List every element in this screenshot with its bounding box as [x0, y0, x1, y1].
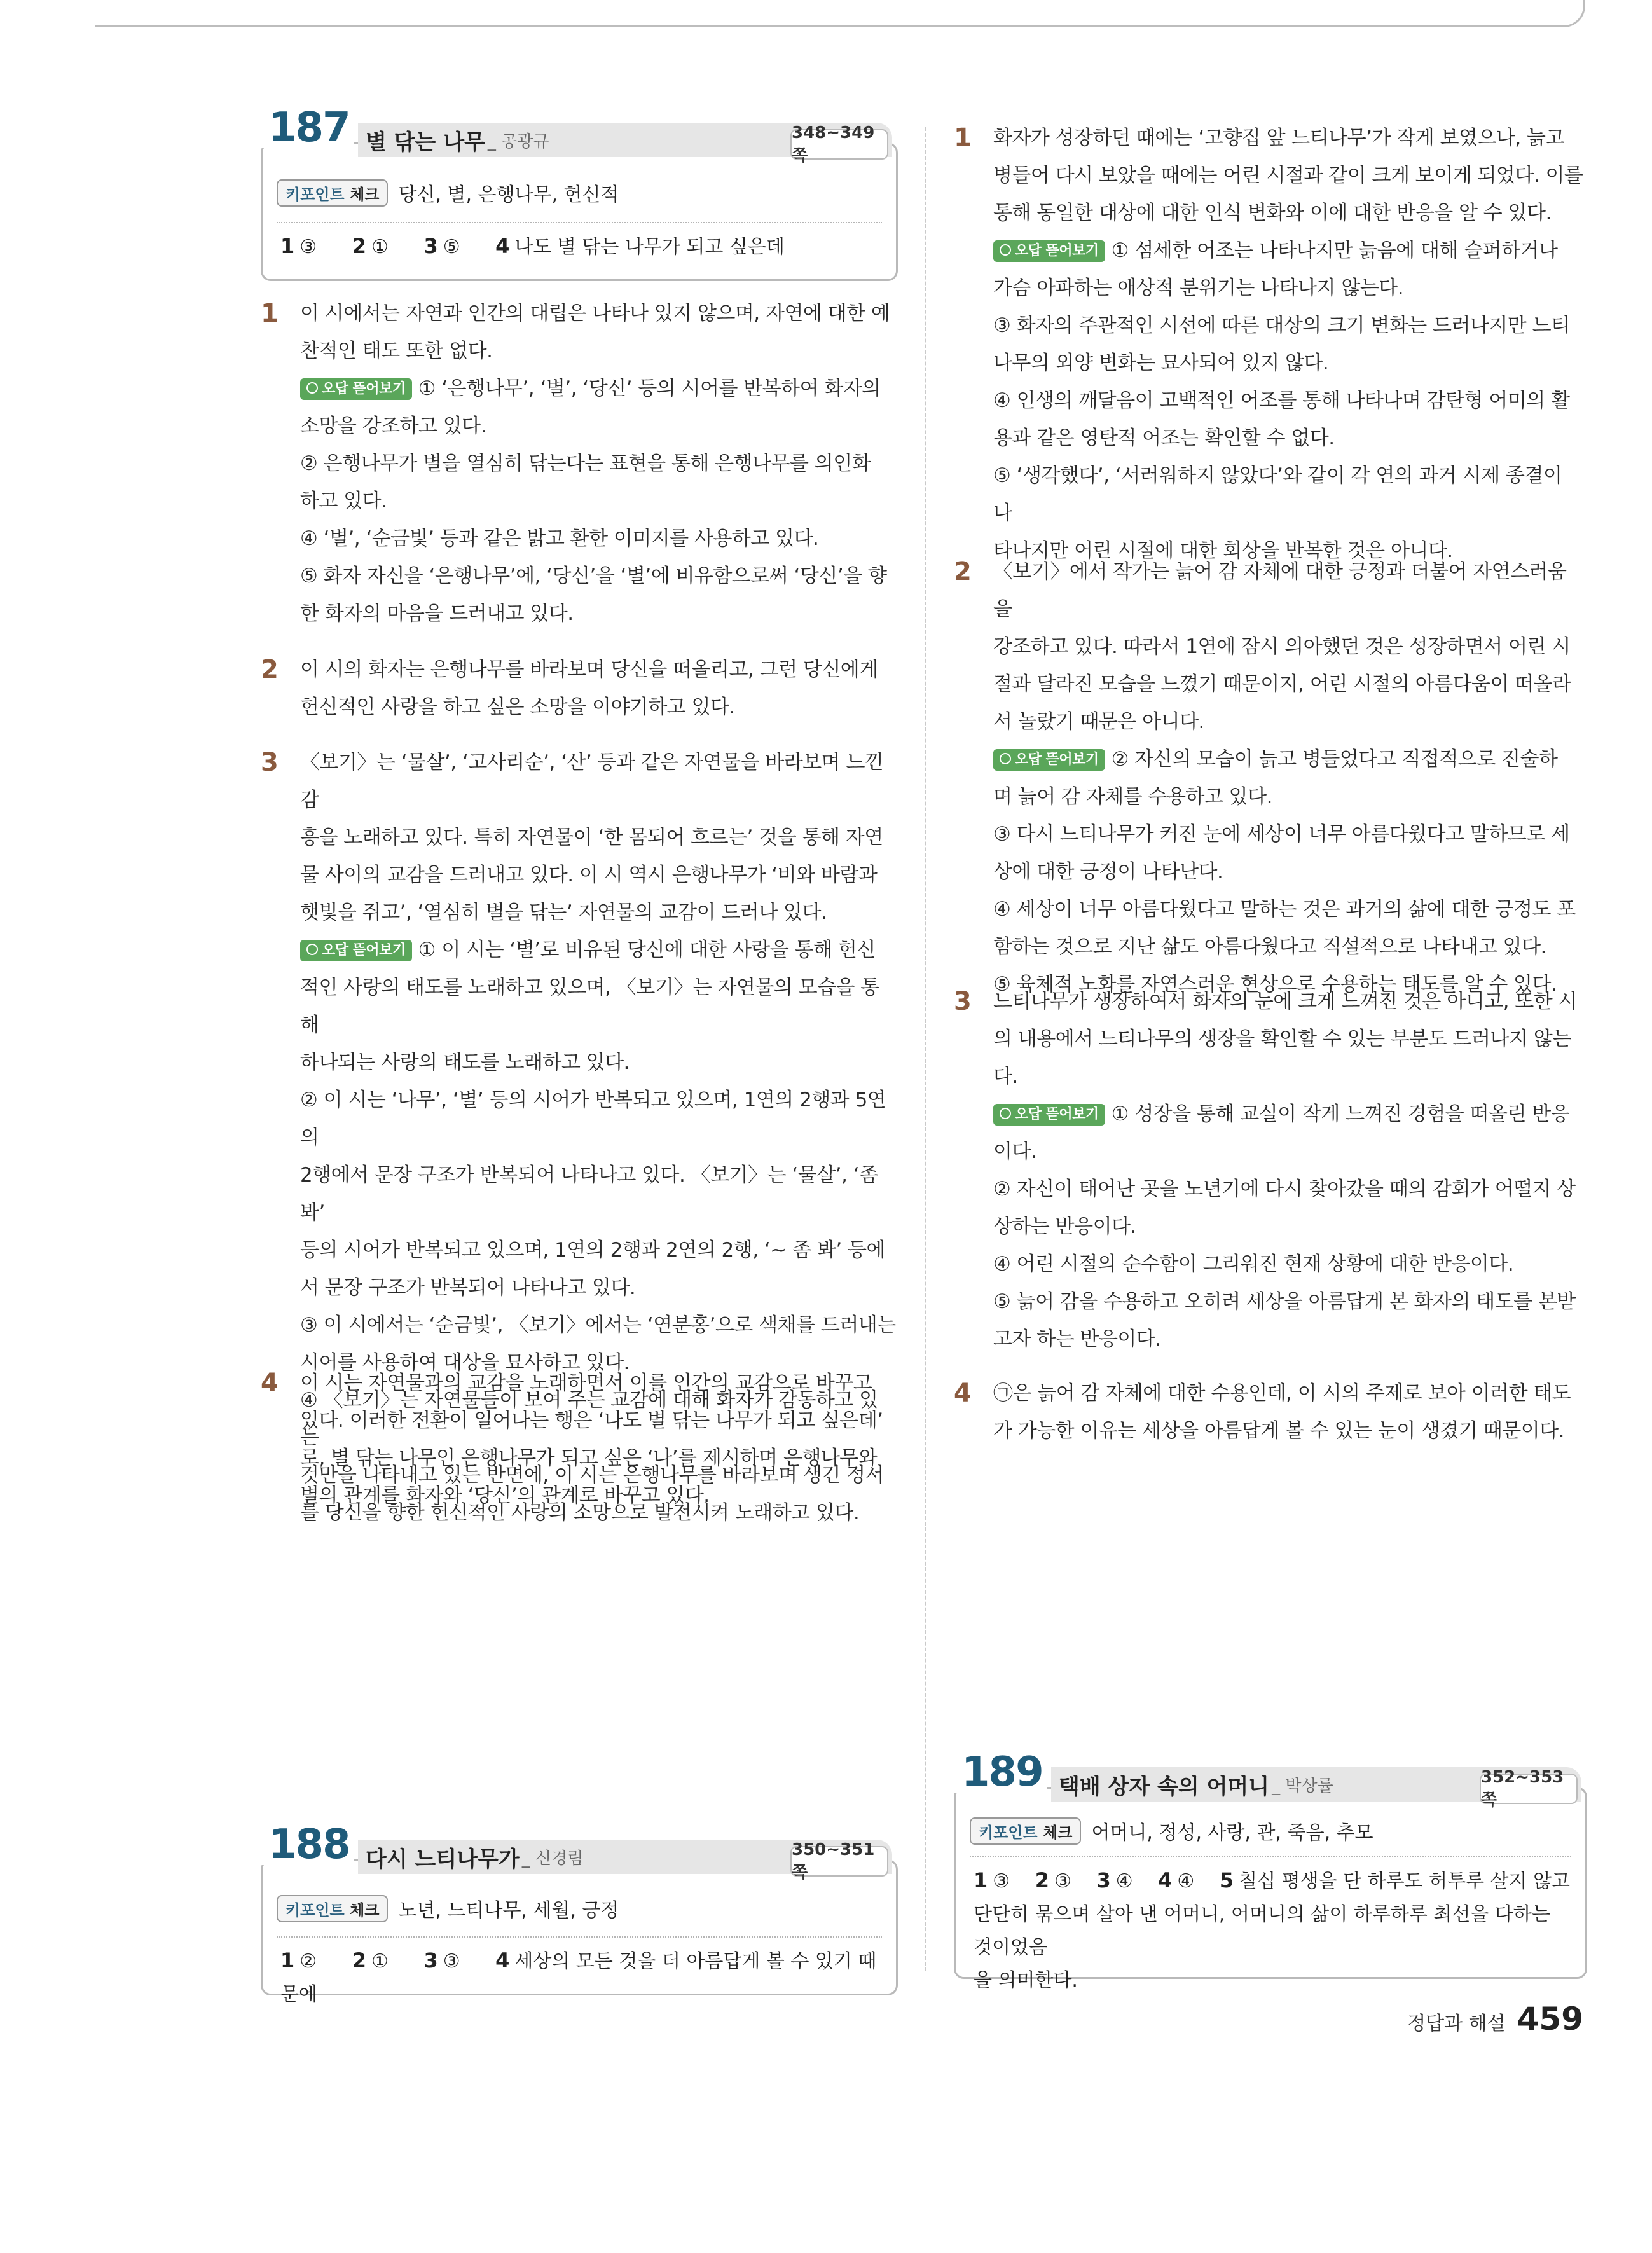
text-line: ③ 다시 느티나무가 커진 눈에 세상이 너무 아름다웠다고 말하므로 세	[993, 823, 1570, 846]
explanation-text	[993, 983, 1583, 1358]
keypoint-row	[970, 1817, 1373, 1845]
text-line: ⑤ 육체적 노화를 자연스러운 현상으로 수용하는 태도를 알 수 있다.	[993, 973, 1557, 996]
answer-row: 1 ② 2 ① 3 ③ 4 세상의 모든 것을 더 아름답게 볼 수 있기 때문에	[280, 1948, 877, 2006]
text-line: 이 시는 자연물과의 교감을 노래하면서 이를 인간의 교감으로 바꾸고	[300, 1372, 872, 1395]
text-line: ④ 어린 시절의 순수함이 그리워진 현재 상황에 대한 반응이다.	[993, 1253, 1514, 1276]
poem-number: 188	[261, 1824, 354, 1865]
keypoint-row	[277, 179, 619, 207]
text-line: ④ 인생의 깨달음이 고백적인 어조를 통해 나타나며 감탄형 어미의 활	[993, 389, 1570, 412]
text-line: 찬적인 태도 또한 없다.	[300, 340, 493, 362]
explanation-text	[993, 553, 1583, 1003]
page-range: 348~349쪽	[790, 129, 888, 160]
text-line: 느티나무가 생장하여서 화자의 눈에 크게 느껴진 것은 아니고, 또한 시	[993, 990, 1578, 1013]
text-line: 오답 뜯어보기 ② 자신의 모습이 늙고 병들었다고 직접적으로 진술하	[993, 741, 1583, 778]
text-line: 가 가능한 이유는 세상을 아름답게 볼 수 있는 눈이 생겼기 때문이다.	[993, 1419, 1564, 1442]
poem-number: 187	[261, 107, 354, 148]
keypoint-label: 키포인트 체크	[277, 1895, 388, 1922]
wrong-answer-tag: 오답 뜯어보기	[993, 749, 1105, 771]
keypoint-label: 키포인트 체크	[970, 1817, 1081, 1845]
text-line: 고자 하는 반응이다.	[993, 1328, 1161, 1351]
number-tab	[261, 104, 354, 151]
text-line: 절과 달라진 모습을 느꼈기 때문이지, 어린 시절의 아름다움이 떠올라	[993, 673, 1571, 696]
text-line: 적인 사랑의 태도를 노래하고 있으며, 〈보기〉는 자연물의 모습을 통해	[300, 976, 879, 1037]
page-range: 352~353쪽	[1480, 1774, 1578, 1804]
keypoint-keywords: 노년, 느티나무, 세월, 긍정	[398, 1899, 619, 1922]
text-line: 하고 있다.	[300, 490, 387, 513]
text-line: 이다.	[993, 1140, 1037, 1163]
text-line: 소망을 강조하고 있다.	[300, 415, 487, 438]
page-top-border	[95, 0, 1585, 27]
pencil-icon	[1000, 244, 1011, 256]
text-line: ④ ‘별’, ‘순금빛’ 등과 같은 밝고 환한 이미지를 사용하고 있다.	[300, 527, 819, 550]
text-line: ② 은행나무가 별을 열심히 닦는다는 표현을 통해 은행나무를 의인화	[300, 452, 871, 475]
text-line: ⑤ 화자 자신을 ‘은행나무’에, ‘당신’을 ‘별’에 비유함으로써 ‘당신’을 향	[300, 565, 887, 588]
answer-line: 단단히 묶으며 살아 낸 어머니, 어머니의 삶이 하루하루 최선을 다하는 것이었음	[974, 1903, 1550, 1959]
poem-author: _ 박상률	[1272, 1776, 1333, 1796]
text-line: 등의 시어가 반복되고 있으며, 1연의 2행과 2연의 2행, ‘~ 좀 봐’ 등에	[300, 1239, 885, 1262]
poem-author: _ 신경림	[521, 1849, 584, 1868]
explanation-text	[993, 1375, 1583, 1450]
text-line: 함하는 것으로 지난 삶도 아름다웠다고 직설적으로 나타내고 있다.	[993, 935, 1546, 958]
pencil-icon	[306, 944, 318, 955]
text-line: ④ 〈보기〉는 자연물들이 보여 주는 교감에 대해 화자가 감동하고 있는	[300, 1389, 878, 1449]
pencil-icon	[1000, 1108, 1011, 1119]
question-number: 4	[954, 1379, 972, 1408]
answer-row: 1 ③ 2 ① 3 ⑤ 4 나도 별 닦는 나무가 되고 싶은데	[280, 234, 785, 258]
text-line: 하나되는 사랑의 태도를 노래하고 있다.	[300, 1051, 630, 1074]
poem-title: 다시 느티나무가	[366, 1846, 520, 1872]
text-line: 타나지만 어린 시절에 대한 회상을 반복한 것은 아니다.	[993, 539, 1453, 562]
question-number: 2	[954, 557, 972, 586]
text-line: 를 당신을 향한 헌신적인 사랑의 소망으로 발전시켜 노래하고 있다.	[300, 1501, 860, 1524]
text-line: 〈보기〉에서 작가는 늙어 감 자체에 대한 긍정과 더불어 자연스러움을	[993, 560, 1567, 621]
number-tab	[261, 1821, 354, 1868]
poem-title: 택배 상자 속의 어머니	[1059, 1774, 1270, 1800]
text-line: 상하는 반응이다.	[993, 1215, 1136, 1238]
wrong-answer-tag: 오답 뜯어보기	[993, 1104, 1105, 1126]
dotted-separator	[277, 222, 882, 223]
keypoint-keywords: 당신, 별, 은행나무, 헌신적	[398, 184, 619, 206]
text-line: 화자가 성장하던 때에는 ‘고향집 앞 느티나무’가 작게 보였으나, 늙고	[993, 127, 1564, 149]
text-line: 오답 뜯어보기 ① 섬세한 어조는 나타나지만 늙음에 대해 슬퍼하거나	[993, 232, 1583, 270]
wrong-answer-tag: 오답 뜯어보기	[993, 240, 1105, 262]
poem-author: _ 공광규	[487, 132, 549, 151]
text-line: 오답 뜯어보기 ① 성장을 통해 교실이 작게 느껴진 경험을 떠올린 반응	[993, 1096, 1583, 1133]
question-number: 2	[261, 655, 279, 684]
text-line: ② 자신이 태어난 곳을 노년기에 다시 찾아갔을 때의 감회가 어떨지 상	[993, 1178, 1576, 1201]
text-line: ④ 세상이 너무 아름다웠다고 말하는 것은 과거의 삶에 대한 긍정도 포	[993, 898, 1576, 921]
text-line: 것만을 나타내고 있는 반면에, 이 시는 은행나무를 바라보며 생긴 정서	[300, 1464, 885, 1487]
text-line: 나무의 외양 변화는 묘사되어 있지 않다.	[993, 352, 1329, 375]
text-line: 이 시의 화자는 은행나무를 바라보며 당신을 떠올리고, 그런 당신에게	[300, 658, 878, 681]
page-number: 459	[1517, 2001, 1583, 2037]
text-line: 오답 뜯어보기 ① ‘은행나무’, ‘별’, ‘당신’ 등의 시어를 반복하여 화자의	[300, 370, 897, 408]
text-line: 물 사이의 교감을 드러내고 있다. 이 시 역시 은행나무가 ‘비와 바람과	[300, 864, 878, 886]
text-line: 용과 같은 영탄적 어조는 확인할 수 없다.	[993, 427, 1335, 450]
keypoint-row	[277, 1894, 619, 1922]
text-line: 병들어 다시 보았을 때에는 어린 시절과 같이 크게 보이게 되었다. 이를	[993, 164, 1583, 187]
text-line: 통해 동일한 대상에 대한 인식 변화와 이에 대한 반응을 알 수 있다.	[993, 202, 1552, 224]
answer-row: 1 ③ 2 ③ 3 ④ 4 ④ 5 칠십 평생을 단 하루도 허투루 살지 않고 단단히 묶으며 살아 낸 어머니, 어머니의 삶이 하루하루 최선을 다하는 것이었음 을 의미한다.	[974, 1864, 1571, 1997]
answer-box-187	[261, 104, 898, 281]
pencil-icon	[1000, 753, 1011, 764]
text-line: 강조하고 있다. 따라서 1연에 잠시 의아했던 것은 성장하면서 어린 시	[993, 635, 1571, 658]
pencil-icon	[306, 382, 318, 394]
text-line: 서 놀랐기 때문은 아니다.	[993, 710, 1204, 733]
text-line: 며 늙어 감 자체를 수용하고 있다.	[993, 785, 1272, 808]
text-line: ㉠은 늙어 감 자체에 대한 수용인데, 이 시의 주제로 보아 이러한 태도	[993, 1382, 1571, 1405]
text-line: 이 시에서는 자연과 인간의 대립은 나타나 있지 않으며, 자연에 대한 예	[300, 302, 890, 325]
question-number: 4	[261, 1368, 279, 1398]
keypoint-label: 키포인트 체크	[277, 179, 388, 207]
text-line: ⑤ ‘생각했다’, ‘서러워하지 않았다’와 같이 각 연의 과거 시제 종결이 나	[993, 464, 1562, 525]
text-line: 가슴 아파하는 애상적 분위기는 나타나지 않는다.	[993, 277, 1404, 300]
answer-box-189	[954, 1749, 1587, 1992]
footer-section-title: 정답과 해설	[1407, 2013, 1506, 2035]
dotted-separator	[970, 1856, 1571, 1857]
text-line: ③ 이 시에서는 ‘순금빛’, 〈보기〉에서는 ‘연분홍’으로 색채를 드러내는	[300, 1314, 896, 1337]
page-footer	[1407, 2001, 1583, 2037]
wrong-answer-tag: 오답 뜯어보기	[300, 940, 412, 961]
text-line: 헌신적인 사랑을 하고 싶은 소망을 이야기하고 있다.	[300, 696, 735, 719]
text-line: ⑤ 늙어 감을 수용하고 오히려 세상을 아름답게 본 화자의 태도를 본받	[993, 1290, 1576, 1313]
text-line: 있다. 이러한 전환이 일어나는 행은 ‘나도 별 닦는 나무가 되고 싶은데’	[300, 1409, 883, 1432]
text-line: 한 화자의 마음을 드러내고 있다.	[300, 602, 574, 625]
poem-title: 별 닦는 나무	[366, 129, 485, 155]
text-line: ② 이 시는 ‘나무’, ‘별’ 등의 시어가 반복되고 있으며, 1연의 2행과 5연의	[300, 1089, 886, 1149]
question-number: 3	[954, 987, 972, 1016]
text-line: 햇빛을 쥐고’, ‘열심히 별을 닦는’ 자연물의 교감이 드러나 있다.	[300, 901, 827, 924]
explanation-text	[993, 120, 1583, 570]
text-line: 서 문장 구조가 반복되어 나타나고 있다.	[300, 1276, 636, 1299]
page-range: 350~351쪽	[790, 1846, 888, 1877]
text-line: 상에 대한 긍정이 나타난다.	[993, 860, 1223, 883]
dotted-separator	[277, 1936, 882, 1938]
explanation-text	[300, 1365, 897, 1515]
wrong-answer-tag: 오답 뜯어보기	[300, 378, 412, 400]
text-line: ③ 화자의 주관적인 시선에 따른 대상의 크기 변화는 드러나지만 느티	[993, 314, 1570, 337]
text-line: 2행에서 문장 구조가 반복되어 나타나고 있다. 〈보기〉는 ‘물살’, ‘좀 봐’	[300, 1164, 878, 1224]
explanation-text	[300, 651, 897, 726]
question-number: 1	[261, 299, 279, 328]
text-line: 의 내용에서 느티나무의 생장을 확인할 수 있는 부분도 드러나지 않는	[993, 1028, 1571, 1051]
answer-line: 을 의미한다.	[974, 1969, 1078, 1992]
column-divider	[925, 127, 926, 1971]
text-line: 다.	[993, 1065, 1018, 1088]
text-line: 흥을 노래하고 있다. 특히 자연물이 ‘한 몸되어 흐르는’ 것을 통해 자연	[300, 826, 883, 849]
text-line: 로, 별 닦는 나무인 은행나무가 되고 싶은 ‘나’를 제시하며 은행나무와	[300, 1447, 878, 1470]
text-line: 시어를 사용하여 대상을 묘사하고 있다.	[300, 1351, 630, 1374]
text-line: 〈보기〉는 ‘물살’, ‘고사리순’, ‘산’ 등과 같은 자연물을 바라보며 느낀 감	[300, 751, 884, 811]
poem-number: 189	[954, 1752, 1047, 1793]
explanation-text	[300, 295, 897, 633]
text-line: 별의 관계를 화자와 ‘당신’의 관계로 바꾸고 있다.	[300, 1484, 710, 1507]
text-line: 오답 뜯어보기 ① 이 시는 ‘별’로 비유된 당신에 대한 사랑을 통해 헌신	[300, 932, 897, 969]
question-number: 1	[954, 123, 972, 153]
answer-box-188	[261, 1821, 898, 2006]
question-number: 3	[261, 748, 279, 777]
number-tab	[954, 1749, 1047, 1796]
keypoint-keywords: 어머니, 정성, 사랑, 관, 죽음, 추모	[1091, 1822, 1373, 1844]
